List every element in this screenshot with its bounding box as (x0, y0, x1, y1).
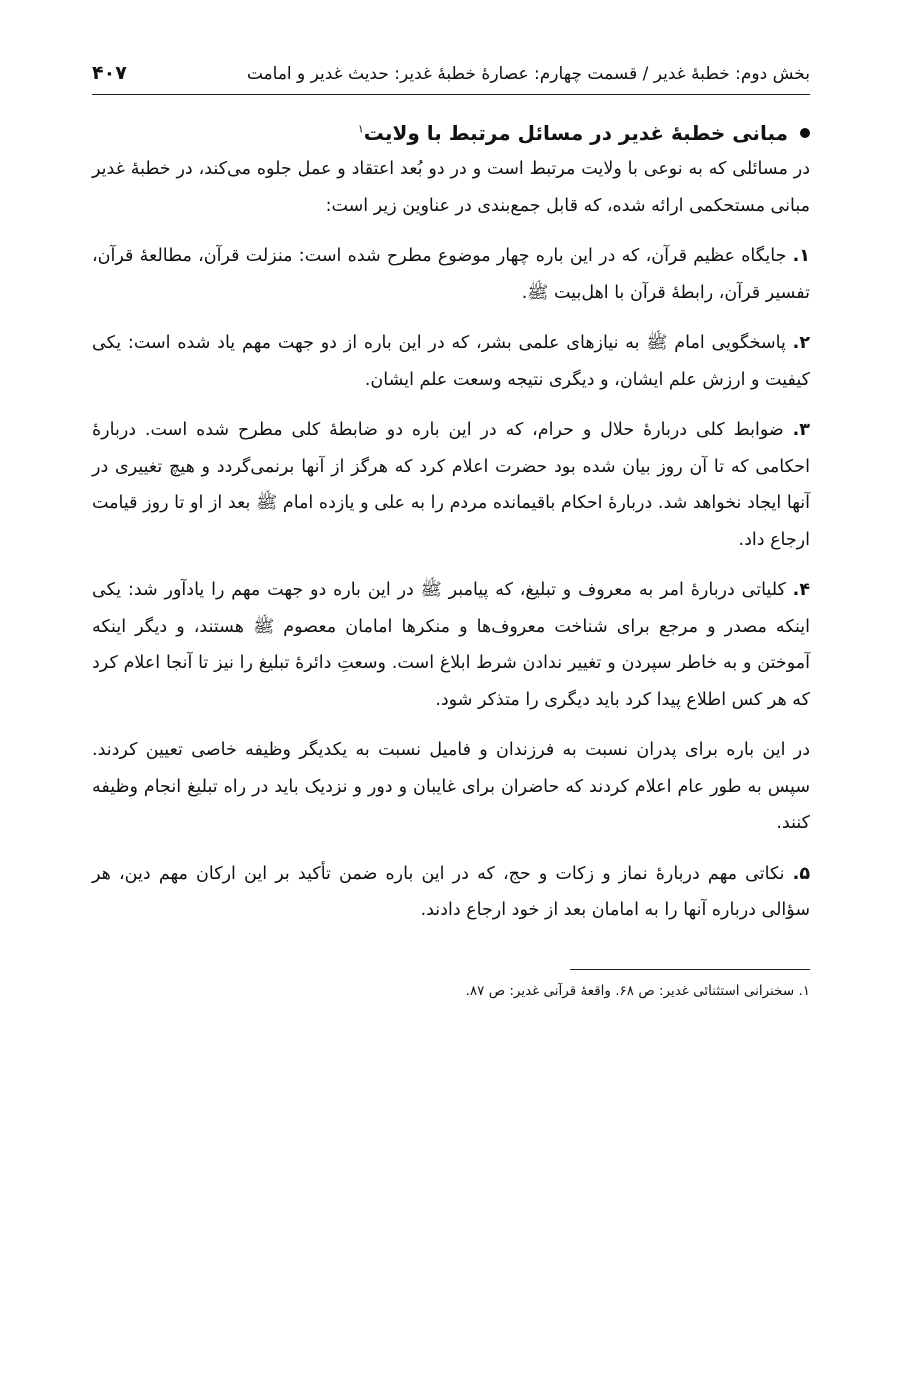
item-number: ۵. (792, 863, 810, 884)
item-number: ۱. (792, 246, 810, 266)
footnote-reference[interactable]: ۱ (357, 122, 364, 136)
page-header (92, 62, 810, 95)
footnote: ۱. سخنرانی استثنائی غدیر: ص ۶۸. واقعهٔ قرآنی غدیر: ص ۸۷. (465, 982, 810, 999)
item-number: ۲. (792, 333, 810, 353)
item-text: نکاتی مهم دربارهٔ نماز و زکات و حج، که در این باره ضمن تأکید بر این ارکان مهم دین، هر سؤالی درباره آنها را به امامان بعد از خود ارجاع دادند. (92, 863, 810, 920)
list-item (92, 572, 810, 718)
running-title: بخش دوم: خطبهٔ غدیر / قسمت چهارم: عصارهٔ خطبهٔ غدیر: حدیث غدیر و امامت (246, 64, 810, 84)
item-text: در این باره برای پدران نسبت به فرزندان و فامیل نسبت به یکدیگر وظیفه خاصی تعیین کردند. سپس به طور عام اعلام کردند که حاضران برای غایبان و دور و نزدیک باید در راه تبلیغ انجام وظیفه کنند. (92, 740, 810, 833)
item-number: ۴. (792, 580, 810, 600)
book-page (92, 62, 810, 1002)
continuation-paragraph (92, 732, 810, 842)
list-item (92, 325, 810, 398)
item-text: پاسخگویی امام ﷺ به نیازهای علمی بشر، که در این باره از دو جهت مهم یاد شده است: یکی کیفیت و ارزش علم ایشان، و دیگری نتیجه وسعت علم ایشان. (92, 333, 810, 390)
intro-paragraph: در مسائلی که به نوعی با ولایت مرتبط است و در دو بُعد اعتقاد و عمل جلوه می‌کند، در خطبهٔ غدیر مبانی مستحکمی ارائه شده، که قابل جمع‌بندی در عناوین زیر است: (92, 159, 810, 216)
item-text: ضوابط کلی دربارهٔ حلال و حرام، که در این باره دو ضابطهٔ کلی مطرح شده است. دربارهٔ احکامی که تا آن روز بیان شده بود حضرت اعلام کرد که هرگز از آنها برنمی‌گردد و هیچ تغییری در آنها ایجاد نخواهد شد. دربارهٔ احکام باقیمانده مردم را به علی و یازده امام ﷺ بعد از او تا روز قیامت ارجاع داد. (92, 420, 810, 550)
list-item (92, 238, 810, 311)
page-number: ۴۰۷ (92, 62, 127, 84)
list-item (92, 856, 810, 929)
item-number: ۳. (792, 420, 810, 440)
item-text: کلیاتی دربارهٔ امر به معروف و تبلیغ، که پیامبر ﷺ در این باره دو جهت مهم را یادآور شد: یکی اینکه مصدر و مرجع برای شناخت معروف‌ها و منکرها امامان معصوم ﷺ هستند، و دیگر اینکه آموختن و به خاطر سپردن و تغییر ندادن شرط ابلاغ است. وسعتِ دائرهٔ تبلیغ را نیز تا آنجا اعلام کرد که هر کس اطلاع پیدا کرد باید دیگری را متذکر شود. (92, 580, 810, 710)
footnote-divider (570, 969, 810, 970)
bullet-icon (800, 128, 810, 138)
section-title: مبانی خطبهٔ غدیر در مسائل مرتبط با ولایت (363, 121, 788, 145)
section-heading-text (358, 121, 788, 145)
section-heading (92, 121, 810, 145)
item-text: جایگاه عظیم قرآن، که در این باره چهار موضوع مطرح شده است: منزلت قرآن، مطالعهٔ قرآن، تفسیر قرآن، رابطهٔ قرآن با اهل‌بیت ﷺ. (92, 246, 810, 303)
list-item (92, 412, 810, 558)
